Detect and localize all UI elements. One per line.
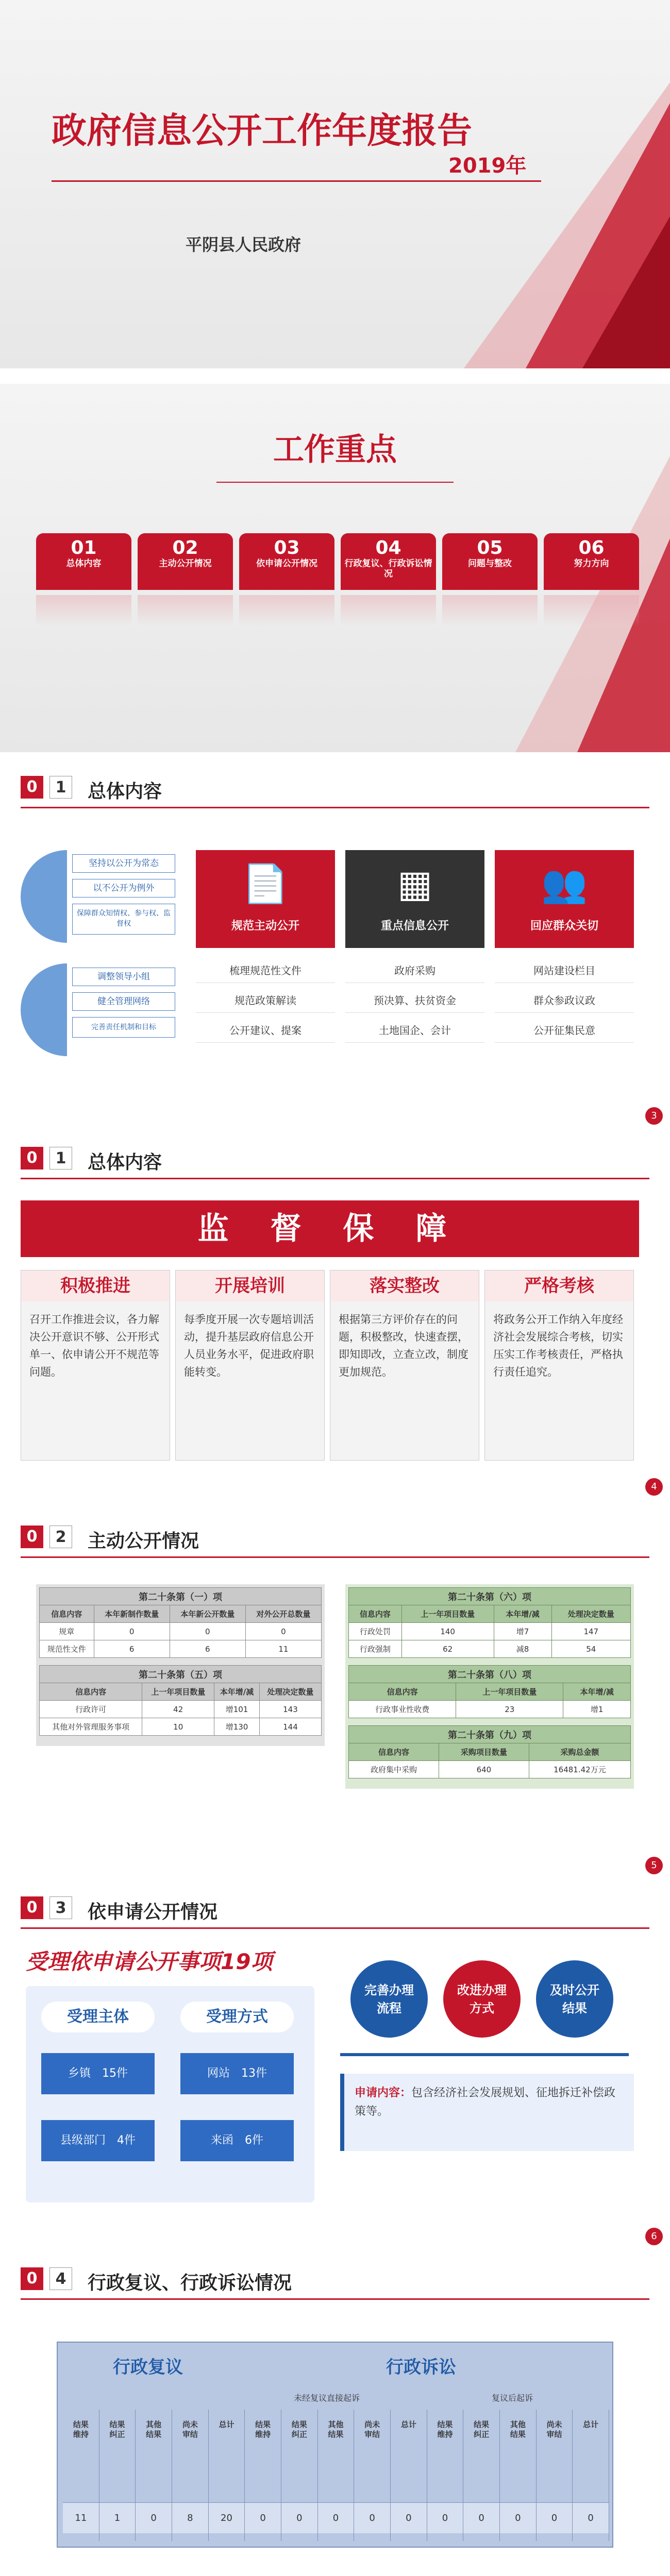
focus-item[interactable] [442, 533, 538, 590]
section-num-1: 0 [21, 1526, 43, 1548]
review-column-head: 其他结果 [328, 2420, 344, 2439]
section-header [0, 2254, 670, 2300]
review-column-value: 0 [354, 2502, 390, 2533]
guarantee-column-text: 每季度开展一次专题培训活动，提升基层政府信息公开人员业务水平，促进政府职能转变。 [184, 1313, 314, 1378]
content-box [340, 2074, 634, 2151]
review-column [391, 2410, 427, 2541]
table-header-cell: 信息内容 [349, 1605, 402, 1623]
section-num-2: 1 [49, 776, 72, 799]
overall-card-item: 梳理规范性文件 [196, 958, 335, 983]
review-column [245, 2410, 281, 2541]
table-cell: 144 [259, 1718, 321, 1736]
overall-cards [196, 850, 649, 1056]
guarantee-column-head: 落实整改 [330, 1270, 479, 1301]
section-header [0, 1133, 670, 1180]
focus-item[interactable] [239, 533, 334, 590]
cover-year: 2019年 [448, 154, 527, 178]
guarantee-column-head: 积极推进 [21, 1270, 170, 1301]
guarantee-column [175, 1270, 325, 1461]
table-cell: 0 [170, 1623, 245, 1640]
review-column [537, 2410, 573, 2541]
review-column-head: 其他结果 [510, 2420, 526, 2439]
table-cell: 0 [94, 1623, 170, 1640]
table-title: 第二十条第（九）项 [349, 1726, 631, 1743]
litigation-head: 行政诉讼 [386, 2357, 456, 2378]
review-column-value: 0 [427, 2502, 463, 2533]
overall-card-label: 重点信息公开 [380, 920, 449, 933]
table-row [349, 1640, 631, 1658]
page-number: 6 [645, 2228, 663, 2245]
review-column-value: 0 [537, 2502, 573, 2533]
table-header-cell: 信息内容 [40, 1605, 94, 1623]
focus-item-reflection [138, 595, 233, 626]
guarantee-columns [21, 1270, 639, 1466]
guarantee-column [21, 1270, 170, 1461]
section-title: 主动公开情况 [88, 1531, 199, 1552]
overall-card-item: 公开建议、提案 [196, 1018, 335, 1043]
table-cell: 6 [170, 1640, 245, 1658]
review-column-value: 0 [245, 2502, 281, 2533]
focus-item-num: 01 [71, 537, 97, 558]
section-num-2: 1 [49, 1147, 72, 1170]
section-title: 行政复议、行政诉讼情况 [88, 2273, 292, 2294]
focus-item-num: 04 [375, 537, 401, 558]
review-column-value: 1 [99, 2502, 136, 2533]
table-cell: 62 [401, 1640, 494, 1658]
guarantee-column-head: 严格考核 [485, 1270, 633, 1301]
overall-card-item: 规范政策解读 [196, 988, 335, 1013]
section-num-1: 0 [21, 2267, 43, 2290]
section-num-1: 0 [21, 1147, 43, 1170]
subject-row-1: 乡镇 15件 [41, 2053, 155, 2094]
review-column-value: 8 [172, 2502, 208, 2533]
review-column [209, 2410, 245, 2541]
table-header-cell: 本年增/减 [494, 1605, 551, 1623]
table-row [40, 1701, 322, 1718]
circle-2: 改进办理方式 [443, 1960, 521, 2038]
table-cell: 规范性文件 [40, 1640, 94, 1658]
table-article20-1 [39, 1587, 322, 1658]
table-header-cell: 本年新公开数量 [170, 1605, 245, 1623]
review-column-value: 11 [63, 2502, 99, 2533]
review-column-head: 结果维持 [73, 2420, 89, 2439]
table-title: 第二十条第（一）项 [40, 1588, 322, 1605]
focus-slide [0, 384, 670, 752]
subject-title: 受理主体 [41, 2002, 155, 2032]
table-row [349, 1701, 631, 1718]
table-cell: 其他对外管理服务事项 [40, 1718, 142, 1736]
circle-3: 及时公开结果 [536, 1960, 613, 2038]
overall-box-5: 健全管理网络 [72, 992, 175, 1011]
review-column-value: 0 [136, 2502, 172, 2533]
table-cell: 规章 [40, 1623, 94, 1640]
review-column [172, 2410, 209, 2541]
table-row [40, 1640, 322, 1658]
overall-card-item: 公开征集民意 [495, 1018, 634, 1043]
focus-items [36, 533, 644, 600]
table-header-cell: 处理决定数量 [551, 1605, 630, 1623]
review-slide [0, 2254, 670, 2576]
method-row-2: 来函 6件 [180, 2120, 294, 2161]
guarantee-banner: 监 督 保 障 [21, 1200, 639, 1257]
table-cell: 增7 [494, 1623, 551, 1640]
cover-title: 政府信息公开工作年度报告 [52, 111, 473, 151]
overall-card-item: 土地国企、会计 [345, 1018, 484, 1043]
review-column-head: 总计 [400, 2420, 416, 2429]
table-cell: 147 [551, 1623, 630, 1640]
lit-sub-1: 未经复议直接起诉 [293, 2393, 360, 2403]
overall-box-3: 保障群众知情权、参与权、监督权 [72, 904, 175, 935]
overall-box-4: 调整领导小组 [72, 968, 175, 986]
focus-item-label: 主动公开情况 [159, 558, 212, 569]
focus-item-label: 依申请公开情况 [256, 558, 317, 569]
review-column-value: 0 [391, 2502, 427, 2533]
section-header [0, 1512, 670, 1558]
table-header-cell: 信息内容 [349, 1683, 456, 1701]
subject-row-2: 县级部门 4件 [41, 2120, 155, 2161]
review-column [427, 2410, 464, 2541]
review-column-head: 其他结果 [146, 2420, 162, 2439]
overall-card-label: 规范主动公开 [231, 920, 299, 933]
table-row [349, 1761, 631, 1778]
focus-item[interactable] [36, 533, 131, 590]
table-cell: 行政强制 [349, 1640, 402, 1658]
overall-left-group [21, 850, 175, 1066]
focus-item[interactable] [341, 533, 436, 590]
focus-item[interactable] [544, 533, 639, 590]
table-header-cell: 对外公开总数量 [245, 1605, 321, 1623]
guarantee-column-text: 将政务公开工作纳入年度经济社会发展综合考核，切实压实工作考核责任，严格执行责任追究。 [493, 1313, 623, 1378]
review-column [63, 2410, 99, 2541]
table-cell: 行政处罚 [349, 1623, 402, 1640]
section-num-1: 0 [21, 776, 43, 799]
green-tables [345, 1584, 634, 1789]
content-text: 包含经济社会发展规划、征地拆迁补偿政策等。 [355, 2087, 616, 2118]
review-column-head: 总计 [583, 2420, 599, 2429]
table-cell: 23 [456, 1701, 563, 1718]
table-header-cell: 处理决定数量 [259, 1683, 321, 1701]
table-cell: 增1 [563, 1701, 631, 1718]
table-article20-8 [348, 1665, 631, 1718]
focus-item-reflection [544, 595, 639, 626]
table-header-cell: 上一年项目数量 [142, 1683, 214, 1701]
focus-item-label: 问题与整改 [468, 558, 512, 569]
method-title: 受理方式 [180, 2002, 294, 2032]
review-columns [63, 2410, 609, 2541]
review-head: 行政复议 [113, 2357, 183, 2378]
method-row-1: 网站 13件 [180, 2053, 294, 2094]
request-box [26, 1986, 314, 2202]
focus-title: 工作重点 [273, 432, 397, 468]
lit-sub-2: 复议后起诉 [491, 2393, 533, 2403]
review-column-head: 结果纠正 [291, 2420, 307, 2439]
focus-item-num: 02 [172, 537, 198, 558]
review-column [354, 2410, 391, 2541]
guarantee-column-text: 根据第三方评价存在的问题，积极整改，快速查摆，即知即改，立查立改，制度更加规范。 [339, 1313, 468, 1378]
table-row [40, 1718, 322, 1736]
table-header-cell: 本年增/减 [563, 1683, 631, 1701]
circle-1: 完善办理流程 [350, 1960, 428, 2038]
overall-card-label: 回应群众关切 [530, 920, 598, 933]
table-header-cell: 采购项目数量 [439, 1743, 529, 1761]
doc-icon: 📄 [242, 862, 289, 905]
table-header-cell: 信息内容 [349, 1743, 439, 1761]
section-num-1: 0 [21, 1896, 43, 1919]
focus-item-reflection [341, 595, 436, 626]
table-header-cell: 上一年项目数量 [401, 1605, 494, 1623]
review-column-value: 0 [500, 2502, 536, 2533]
table-cell: 42 [142, 1701, 214, 1718]
table-cell: 增101 [214, 1701, 260, 1718]
review-column-head: 尚未审结 [546, 2420, 562, 2439]
table-article20-9 [348, 1725, 631, 1778]
table-cell: 54 [551, 1640, 630, 1658]
overall-box-6: 完善责任机制和目标 [72, 1017, 175, 1038]
focus-rule [216, 482, 454, 483]
review-column [318, 2410, 355, 2541]
table-cell: 政府集中采购 [349, 1761, 439, 1778]
review-column [500, 2410, 537, 2541]
arrow-line [340, 2053, 629, 2056]
overall-card [345, 850, 484, 948]
section-header [0, 1883, 670, 1929]
request-headline: 受理依申请公开事项19项 [26, 1949, 273, 1974]
review-column-head: 总计 [219, 2420, 234, 2429]
review-column [463, 2410, 500, 2541]
table-cell: 6 [94, 1640, 170, 1658]
focus-item-label: 总体内容 [66, 558, 102, 569]
focus-item[interactable] [138, 533, 233, 590]
table-header-cell: 本年新制作数量 [94, 1605, 170, 1623]
table-cell: 增130 [214, 1718, 260, 1736]
overall-slide [0, 762, 670, 1131]
review-column-head: 结果维持 [255, 2420, 271, 2439]
focus-item-num: 06 [578, 537, 605, 558]
overall-card [196, 850, 335, 948]
focus-item-label: 努力方向 [574, 558, 609, 569]
cover-rule [52, 180, 541, 182]
focus-item-num: 05 [477, 537, 503, 558]
review-column [99, 2410, 136, 2541]
focus-item-reflection [36, 595, 131, 626]
table-cell: 行政许可 [40, 1701, 142, 1718]
guarantee-column [484, 1270, 634, 1461]
review-column-head: 结果纠正 [474, 2420, 490, 2439]
review-column-value: 0 [573, 2502, 609, 2533]
overall-box-1: 坚持以公开为常态 [72, 854, 175, 873]
section-num-2: 4 [49, 2267, 72, 2290]
review-column-head: 结果维持 [437, 2420, 453, 2439]
table-cell: 10 [142, 1718, 214, 1736]
review-column-head: 尚未审结 [182, 2420, 198, 2439]
table-header-cell: 信息内容 [40, 1683, 142, 1701]
review-column [136, 2410, 172, 2541]
section-num-2: 2 [49, 1526, 72, 1548]
table-cell: 行政事业性收费 [349, 1701, 456, 1718]
focus-item-label: 行政复议、行政诉讼情况 [344, 558, 432, 579]
section-num-2: 3 [49, 1896, 72, 1919]
cover-slide [0, 0, 670, 368]
section-title: 总体内容 [88, 1152, 162, 1173]
section-title: 总体内容 [88, 781, 162, 802]
review-column-head: 尚未审结 [364, 2420, 380, 2439]
table-cell: 0 [245, 1623, 321, 1640]
overall-card-item: 群众参政议政 [495, 988, 634, 1013]
review-column [281, 2410, 318, 2541]
review-column-value: 0 [318, 2502, 354, 2533]
guarantee-column [330, 1270, 479, 1461]
table-cell: 16481.42万元 [529, 1761, 630, 1778]
overall-box-2: 以不公开为例外 [72, 879, 175, 897]
review-column [573, 2410, 609, 2541]
overall-card-item: 网站建设栏目 [495, 958, 634, 983]
guarantee-slide [0, 1133, 670, 1502]
cover-decoration [0, 0, 670, 368]
table-article20-6 [348, 1587, 631, 1658]
table-header-cell: 上一年项目数量 [456, 1683, 563, 1701]
focus-item-num: 03 [274, 537, 300, 558]
review-table-wrap [57, 2342, 613, 2548]
people-icon: 👥 [541, 862, 588, 905]
active-slide [0, 1512, 670, 1880]
table-cell: 143 [259, 1701, 321, 1718]
table-header-cell: 采购总金额 [529, 1743, 630, 1761]
content-label: 申请内容： [355, 2087, 412, 2099]
review-column-value: 0 [463, 2502, 499, 2533]
table-header-cell: 本年增/减 [214, 1683, 260, 1701]
building-icon: ▦ [397, 862, 433, 905]
table-row [40, 1623, 322, 1640]
review-column-value: 0 [281, 2502, 317, 2533]
table-cell: 减8 [494, 1640, 551, 1658]
focus-item-reflection [239, 595, 334, 626]
table-title: 第二十条第（五）项 [40, 1666, 322, 1683]
cover-org: 平阴县人民政府 [186, 235, 301, 255]
focus-item-reflection [442, 595, 538, 626]
page-number: 3 [645, 1107, 663, 1125]
table-cell: 11 [245, 1640, 321, 1658]
table-cell: 640 [439, 1761, 529, 1778]
gray-tables [36, 1584, 325, 1746]
overall-card-item: 政府采购 [345, 958, 484, 983]
request-slide [0, 1883, 670, 2251]
table-article20-5 [39, 1665, 322, 1736]
section-title: 依申请公开情况 [88, 1902, 218, 1923]
guarantee-column-text: 召开工作推进会议，各力解决公开意识不够、公开形式单一、依申请公开不规范等问题。 [29, 1313, 159, 1378]
table-cell: 140 [401, 1623, 494, 1640]
overall-card-item: 预决算、扶贫资金 [345, 988, 484, 1013]
page-number: 5 [645, 1857, 663, 1874]
page-number: 4 [645, 1478, 663, 1496]
table-title: 第二十条第（八）项 [349, 1666, 631, 1683]
section-header [0, 762, 670, 809]
table-title: 第二十条第（六）项 [349, 1588, 631, 1605]
overall-card [495, 850, 634, 948]
review-column-head: 结果纠正 [109, 2420, 125, 2439]
table-row [349, 1623, 631, 1640]
guarantee-column-head: 开展培训 [176, 1270, 324, 1301]
review-column-value: 20 [209, 2502, 245, 2533]
